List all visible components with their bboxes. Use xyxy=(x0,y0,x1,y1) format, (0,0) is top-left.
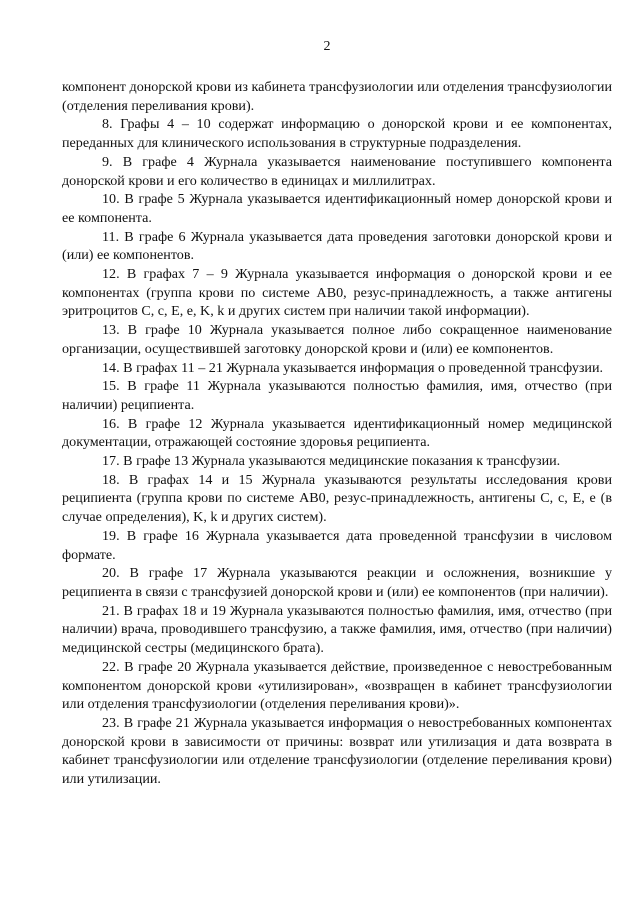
paragraph: 23. В графе 21 Журнала указывается информация о невостребованных компонентах донорской крови в зависимости от причины: возврат или утилизация и дата возврата в кабинет трансфузиологии или отделение трансфузиологии (отделение переливания крови) или утилизации. xyxy=(62,714,612,788)
paragraph: 20. В графе 17 Журнала указываются реакции и осложнения, возникшие у реципиента в связи с трансфузией донорской крови и (или) ее компонентов (при наличии). xyxy=(62,565,612,600)
paragraph: 8. Графы 4 – 10 содержат информацию о донорской крови и ее компонентах, переданных для клинического использования в структурные подразделения. xyxy=(62,116,612,152)
paragraph: 14. В графах 11 – 21 Журнала указывается информация о проведенной трансфузии. xyxy=(102,359,604,376)
page-number: 2 xyxy=(323,39,331,54)
paragraph: 17. В графе 13 Журнала указываются медицинские показания к трансфузии. xyxy=(102,453,561,470)
paragraph: 19. В графе 16 Журнала указывается дата проведенной трансфузии в числовом формате. xyxy=(62,527,612,563)
paragraph: 10. В графе 5 Журнала указывается идентификационный номер донорской крови и ее компонента. xyxy=(62,191,612,226)
paragraph: 13. В графе 10 Журнала указывается полное либо сокращенное наименование организации, осуществившей заготовку донорской крови и (или) ее компонентов. xyxy=(62,322,612,357)
paragraph: 12. В графах 7 – 9 Журнала указывается информация о донорской крови и ее компонентах (группа крови по системе АВ0, резус-принадлежность, а также антигены эритроцитов C, c, E, e, K, k и других систем при наличии такой информации). xyxy=(62,266,612,320)
paragraph: 11. В графе 6 Журнала указывается дата проведения заготовки донорской крови и (или) ее компонентов. xyxy=(62,228,612,264)
paragraph: 16. В графе 12 Журнала указывается идентификационный номер медицинской документации, отражающей состояние здоровья реципиента. xyxy=(62,415,612,451)
paragraph: 22. В графе 20 Журнала указывается действие, произведенное с невостребованным компонентом донорской крови «утилизирован», «возвращен в кабинет трансфузиологии или отделения трансфузиологии (отделения переливания крови)». xyxy=(62,658,612,713)
paragraph: 18. В графах 14 и 15 Журнала указываются результаты исследования крови реципиента (группа крови по системе АВ0, резус-принадлежность, антигены C, c, E, e (в случае определения), K, k и других систем). xyxy=(62,471,612,526)
paragraph: 9. В графе 4 Журнала указывается наименование поступившего компонента донорской крови и его количество в единицах и миллилитрах. xyxy=(62,153,612,189)
paragraph: 15. В графе 11 Журнала указываются полностью фамилия, имя, отчество (при наличии) реципиента. xyxy=(62,378,612,413)
paragraph: компонент донорской крови из кабинета трансфузиологии или отделения трансфузиологии (отделения переливания крови). xyxy=(62,79,612,114)
paragraph: 21. В графах 18 и 19 Журнала указываются полностью фамилия, имя, отчество (при наличии) врача, проводившего трансфузию, а также фамилия, имя, отчество (при наличии) медицинской сестры (медицинского брата). xyxy=(62,602,612,657)
document-body xyxy=(62,78,612,789)
